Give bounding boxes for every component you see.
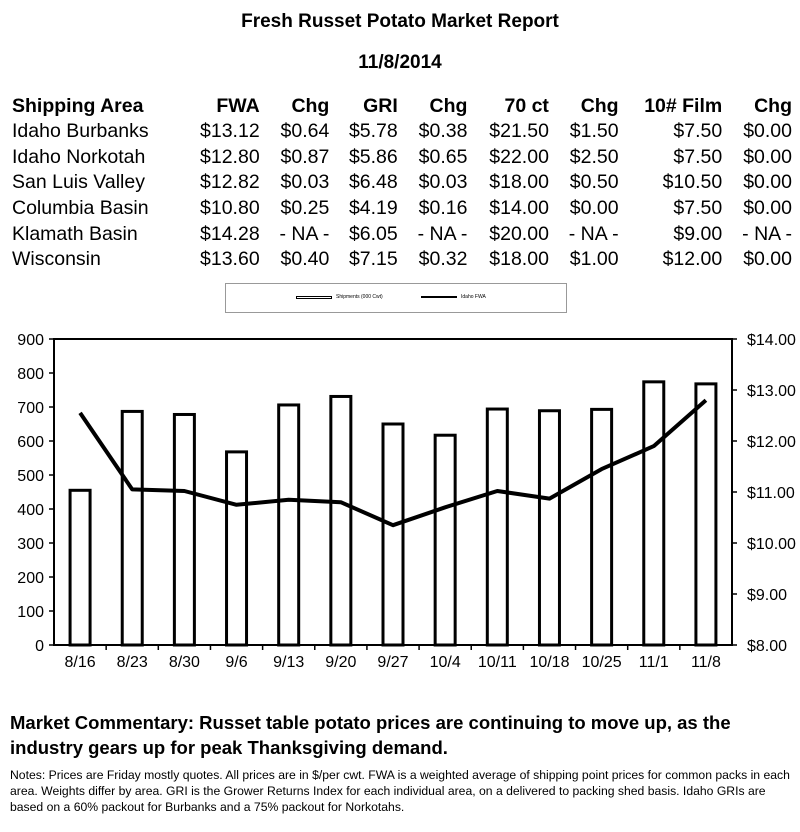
x-axis-tick-label: 10/18 <box>529 654 570 671</box>
column-header: GRI <box>363 94 398 117</box>
bar-shipments <box>435 435 455 645</box>
x-axis-tick-label: 9/20 <box>325 654 357 671</box>
column-header: Chg <box>429 94 468 117</box>
table-cell: $6.48 <box>348 171 398 194</box>
left-axis-tick-label: 400 <box>17 502 44 519</box>
bar-shipments <box>279 405 299 645</box>
table-cell: $14.00 <box>489 197 549 220</box>
table-cell: - NA - <box>279 222 330 245</box>
left-axis-tick-label: 200 <box>17 570 44 587</box>
bar-shipments <box>592 409 612 645</box>
x-axis-tick-label: 10/4 <box>429 654 461 671</box>
table-cell: $0.00 <box>743 248 792 271</box>
table-cell: $6.05 <box>348 222 398 245</box>
bar-shipments <box>696 384 716 645</box>
x-axis-tick-label: 11/1 <box>638 654 669 671</box>
left-axis-tick-label: 100 <box>17 604 44 621</box>
table-row <box>8 145 796 171</box>
right-axis-tick-label: $12.00 <box>747 434 796 451</box>
table-cell: $0.64 <box>280 120 330 143</box>
table-cell: $0.38 <box>418 120 468 143</box>
column-header: Chg <box>580 94 619 117</box>
table-cell: - NA - <box>417 222 468 245</box>
bar-shipments <box>174 414 194 645</box>
table-cell: $7.50 <box>673 145 723 168</box>
column-header: Chg <box>754 94 792 117</box>
table-cell: $7.50 <box>673 197 723 220</box>
table-cell: $5.78 <box>348 120 398 143</box>
legend-item-fwa <box>421 294 486 300</box>
market-commentary: Market Commentary: Russet table potato prices are continuing to move up, as the industry gears up for peak Thanksgiving demand. <box>10 712 731 758</box>
x-axis-tick-label: 9/13 <box>273 654 305 671</box>
left-axis-tick-label: 600 <box>17 434 44 451</box>
price-table <box>8 93 796 273</box>
table-row <box>8 196 796 222</box>
notes: Notes: Prices are Friday mostly quotes. All prices are in $/per cwt. FWA is a weighted average of shipping point prices for common packs in each area. Weights differ by area. GRI is the Grower Returns Index for each individual area, on a delivered to packing shed basis. Idaho GRIs are based on a 60% packout for Burbanks and a 75% packout for Norkotahs. <box>10 768 790 814</box>
legend-item-shipments <box>296 294 383 300</box>
table-cell: $0.50 <box>569 171 619 194</box>
right-axis-tick-label: $8.00 <box>747 638 788 655</box>
shipping-area-cell: Idaho Burbanks <box>12 120 149 143</box>
table-cell: $0.16 <box>418 197 468 220</box>
line-swatch-icon <box>421 296 457 298</box>
x-axis-tick-label: 8/23 <box>116 654 148 671</box>
shipping-area-cell: Klamath Basin <box>12 222 138 245</box>
table-cell: $14.28 <box>200 222 260 245</box>
bar-swatch-icon <box>296 296 332 299</box>
right-axis-tick-label: $9.00 <box>747 587 788 604</box>
shipping-area-cell: Idaho Norkotah <box>12 145 146 168</box>
table-row <box>8 170 796 196</box>
right-axis-tick-label: $13.00 <box>747 383 796 400</box>
column-header: 70 ct <box>504 94 549 117</box>
legend-label: Idaho FWA <box>461 294 486 300</box>
table-cell: $0.00 <box>569 197 619 220</box>
left-axis-tick-label: 800 <box>17 366 44 383</box>
table-cell: $22.00 <box>489 145 549 168</box>
bar-shipments <box>644 382 664 645</box>
bar-shipments <box>331 396 351 645</box>
table-header-row <box>8 93 796 119</box>
table-cell: $10.50 <box>662 171 723 194</box>
table-cell: $0.00 <box>743 120 792 143</box>
table-cell: $0.00 <box>743 197 792 220</box>
column-header: 10# Film <box>644 94 723 117</box>
left-axis-tick-label: 300 <box>17 536 44 553</box>
table-cell: $0.40 <box>280 248 330 271</box>
table-cell: $1.00 <box>569 248 619 271</box>
left-axis-tick-label: 500 <box>17 468 44 485</box>
table-cell: $13.12 <box>200 120 260 143</box>
table-cell: $0.00 <box>743 145 792 168</box>
table-cell: $18.00 <box>489 171 549 194</box>
table-cell: $7.50 <box>673 120 723 143</box>
shipping-area-cell: Wisconsin <box>12 248 101 271</box>
left-axis-tick-label: 900 <box>17 332 44 349</box>
table-cell: $2.50 <box>569 145 619 168</box>
table-cell: $0.03 <box>418 171 468 194</box>
table-row <box>8 119 796 145</box>
table-cell: $10.80 <box>200 197 260 220</box>
table-cell: $13.60 <box>200 248 260 271</box>
column-header: Shipping Area <box>12 94 144 117</box>
x-axis-tick-label: 9/27 <box>377 654 409 671</box>
right-axis-tick-label: $14.00 <box>747 332 796 349</box>
column-header: Chg <box>291 94 330 117</box>
table-cell: $0.32 <box>418 248 468 271</box>
table-cell: $1.50 <box>569 120 619 143</box>
right-axis-tick-label: $10.00 <box>747 536 796 553</box>
chart-legend <box>225 283 567 313</box>
shipping-area-cell: Columbia Basin <box>12 197 149 220</box>
table-cell: $18.00 <box>489 248 549 271</box>
table-cell: $0.03 <box>280 171 330 194</box>
bar-shipments <box>383 424 403 645</box>
bar-shipments <box>487 409 507 645</box>
table-cell: $0.87 <box>280 145 330 168</box>
column-header: FWA <box>216 94 260 117</box>
left-axis-tick-label: 700 <box>17 400 44 417</box>
table-cell: $5.86 <box>348 145 398 168</box>
right-axis-tick-label: $11.00 <box>747 485 795 502</box>
table-cell: $12.82 <box>200 171 260 194</box>
table-cell: - NA - <box>568 222 619 245</box>
table-cell: $0.65 <box>418 145 468 168</box>
shipping-area-cell: San Luis Valley <box>12 171 145 194</box>
table-cell: $7.15 <box>348 248 398 271</box>
report-title: Fresh Russet Potato Market Report <box>241 11 559 32</box>
report-date: 11/8/2014 <box>358 52 442 73</box>
table-cell: $12.00 <box>662 248 723 271</box>
legend-label: Shipments (000 Cwt) <box>336 294 383 300</box>
left-axis-tick-label: 0 <box>35 638 44 655</box>
x-axis-tick-label: 8/30 <box>168 654 200 671</box>
table-row <box>8 247 796 273</box>
table-cell: $12.80 <box>200 145 260 168</box>
table-body <box>8 119 796 273</box>
table-cell: $21.50 <box>489 120 549 143</box>
shipments-price-chart <box>0 320 800 690</box>
table-cell: $20.00 <box>489 222 549 245</box>
x-axis-tick-label: 8/16 <box>64 654 96 671</box>
table-cell: $0.00 <box>743 171 792 194</box>
bar-shipments <box>122 411 142 645</box>
table-cell: $4.19 <box>348 197 398 220</box>
bar-shipments <box>227 452 247 645</box>
x-axis-tick-label: 10/25 <box>581 654 622 671</box>
x-axis-tick-label: 9/6 <box>225 654 248 671</box>
table-row <box>8 221 796 247</box>
table-cell: - NA - <box>742 222 792 245</box>
table-cell: $0.25 <box>280 197 330 220</box>
x-axis-tick-label: 11/8 <box>690 654 721 671</box>
bar-shipments <box>70 490 90 645</box>
bar-shipments <box>539 411 559 645</box>
table-cell: $9.00 <box>673 222 723 245</box>
x-axis-tick-label: 10/11 <box>477 654 517 671</box>
